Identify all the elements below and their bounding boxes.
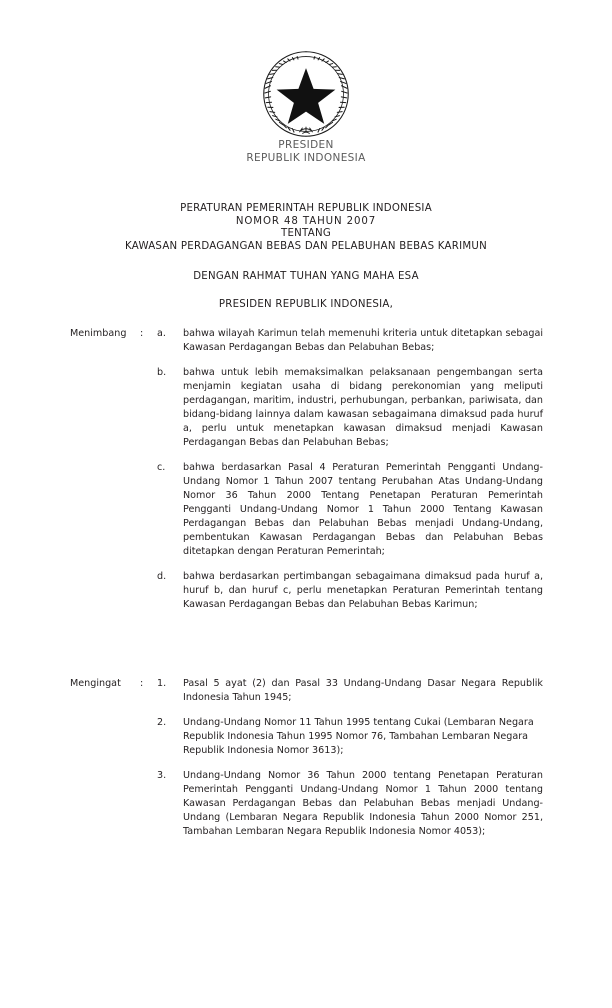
clause-text: Pasal 5 ayat (2) dan Pasal 33 Undang-Undang Dasar Negara Republik Indonesia Tahun 1945; xyxy=(183,678,543,703)
clause-text: bahwa berdasarkan Pasal 4 Peraturan Pemerintah Pengganti Undang-Undang Nomor 1 Tahun 2007 tentang Perubahan Atas Undang-Undang Nomor 36 Tahun 2000 Tentang Penetapan Peraturan Pemerintah Pengganti Undang-Undang Nomor 1 Tahun 2000 Tentang Kawasan Perdagangan Bebas dan Pelabuhan Bebas menjadi Undang-Undang, pembentukan Kawasan Perdagangan Bebas dan Pelabuhan Bebas ditetapkan dengan Peraturan Pemerintah; xyxy=(183,462,543,557)
clause-marker: c. xyxy=(157,462,166,473)
clause-text: Undang-Undang Nomor 36 Tahun 2000 tentang Penetapan Peraturan Pemerintah Pengganti Undang-Undang Nomor 1 Tahun 2000 tentang Kawasan Perdagangan Bebas dan Pelabuhan Bebas menjadi Undang-Undang (Lembaran Negara Republik Indonesia Tahun 2000 Nomor 251, Tambahan Lembaran Negara Republik Indonesia Nomor 4053); xyxy=(183,770,543,837)
clause-text: bahwa untuk lebih memaksimalkan pelaksanaan pengembangan serta menjamin kegiatan usaha di bidang perekonomian yang meliputi perdagangan, maritim, industri, perhubungan, perbankan, pariwisata, dan bidang-bidang lainnya dalam kawasan sebagaimana dimaksud pada huruf a, perlu untuk menetapkan kawasan dimaksud menjadi Kawasan Perdagangan Bebas dan Pelabuhan Bebas; xyxy=(183,367,543,448)
mengingat-label: Mengingat xyxy=(70,678,121,689)
clause-item xyxy=(70,677,543,705)
clause-text: bahwa wilayah Karimun telah memenuhi kriteria untuk ditetapkan sebagai Kawasan Perdagangan Bebas dan Pelabuhan Bebas; xyxy=(183,328,543,353)
menimbang-section xyxy=(70,327,543,612)
clause-item xyxy=(70,570,543,612)
clause-item xyxy=(70,769,543,839)
title-line-number: NOMOR 48 TAHUN 2007 xyxy=(235,215,377,227)
clause-marker: 1. xyxy=(157,678,167,689)
issuer-line: PRESIDEN REPUBLIK INDONESIA, xyxy=(218,299,394,310)
emblem-caption-line-1: PRESIDEN xyxy=(278,139,334,151)
clause-marker: 3. xyxy=(157,770,167,781)
title-line-subject: KAWASAN PERDAGANGAN BEBAS DAN PELABUHAN BEBAS KARIMUN xyxy=(125,240,487,252)
clause-item xyxy=(70,461,543,559)
blessing-line: DENGAN RAHMAT TUHAN YANG MAHA ESA xyxy=(193,271,419,282)
clause-marker: d. xyxy=(157,571,167,582)
menimbang-label: Menimbang xyxy=(70,328,127,339)
presidential-emblem-container xyxy=(0,46,612,146)
mengingat-colon: : xyxy=(140,678,144,689)
title-line-about: TENTANG xyxy=(281,228,331,240)
clause-marker: b. xyxy=(157,367,167,378)
clause-item xyxy=(70,366,543,450)
clause-marker: a. xyxy=(157,328,166,339)
clause-text: bahwa berdasarkan pertimbangan sebagaimana dimaksud pada huruf a, huruf b, dan huruf c, perlu menetapkan Peraturan Pemerintah tentang Kawasan Perdagangan Bebas dan Pelabuhan Bebas Karimun; xyxy=(183,571,543,610)
emblem-caption-line-2: REPUBLIK INDONESIA xyxy=(246,152,366,164)
title-line-regulation: PERATURAN PEMERINTAH REPUBLIK INDONESIA xyxy=(180,203,432,214)
clause-marker: 2. xyxy=(157,717,167,728)
clause-item xyxy=(70,716,543,758)
indonesian-presidential-seal-icon xyxy=(258,46,354,142)
emblem-caption xyxy=(0,139,612,165)
mengingat-section xyxy=(70,677,543,839)
clause-item xyxy=(70,327,543,355)
document-title xyxy=(0,203,612,253)
menimbang-colon: : xyxy=(140,328,144,339)
clause-text: Undang-Undang Nomor 11 Tahun 1995 tentang Cukai (Lembaran Negara Republik Indonesia Tahun 1995 Nomor 76, Tambahan Lembaran Negara Republik Indonesia Nomor 3613); xyxy=(183,717,534,756)
